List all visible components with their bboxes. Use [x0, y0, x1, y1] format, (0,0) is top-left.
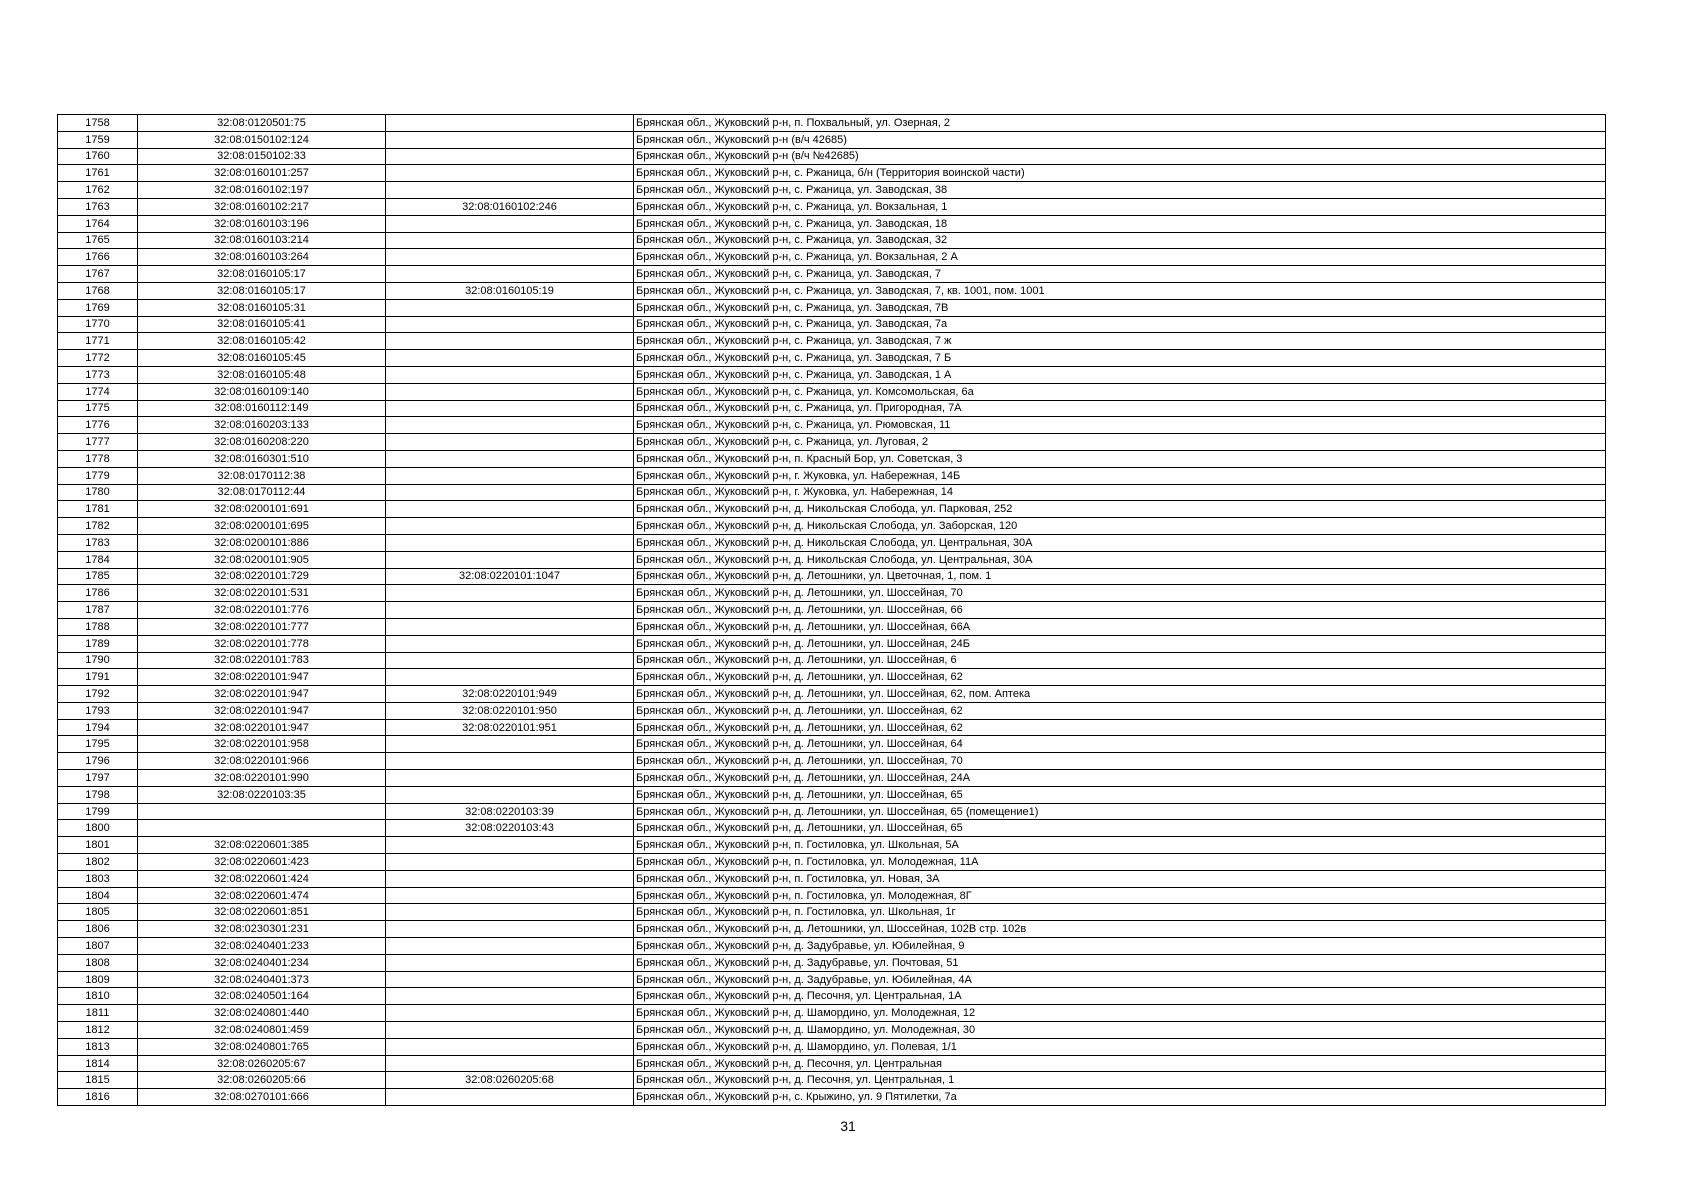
table-row: [58, 618, 1606, 635]
address-cell: Брянская обл., Жуковский р-н, с. Ржаница, ул. Заводская, 7 Б: [634, 350, 1606, 367]
building-cadastral-number-cell: [386, 434, 634, 451]
cadastral-number-cell: 32:08:0160105:41: [138, 316, 386, 333]
table-row: [58, 669, 1606, 686]
building-cadastral-number-cell: [386, 551, 634, 568]
address-cell: Брянская обл., Жуковский р-н, д. Летошники, ул. Шоссейная, 64: [634, 736, 1606, 753]
building-cadastral-number-cell: [386, 148, 634, 165]
table-row: [58, 383, 1606, 400]
address-cell: Брянская обл., Жуковский р-н, д. Шамордино, ул. Полевая, 1/1: [634, 1038, 1606, 1055]
table-row: [58, 534, 1606, 551]
row-number-cell: 1779: [58, 467, 138, 484]
cadastral-number-cell: 32:08:0170112:44: [138, 484, 386, 501]
row-number-cell: 1815: [58, 1072, 138, 1089]
cadastral-number-cell: 32:08:0200101:691: [138, 501, 386, 518]
cadastral-number-cell: 32:08:0220101:947: [138, 669, 386, 686]
table-row: [58, 400, 1606, 417]
table-row: [58, 786, 1606, 803]
row-number-cell: 1771: [58, 333, 138, 350]
row-number-cell: 1792: [58, 686, 138, 703]
building-cadastral-number-cell: [386, 182, 634, 199]
address-cell: Брянская обл., Жуковский р-н, д. Песочня, ул. Центральная, 1А: [634, 988, 1606, 1005]
building-cadastral-number-cell: [386, 753, 634, 770]
row-number-cell: 1780: [58, 484, 138, 501]
address-cell: Брянская обл., Жуковский р-н, д. Песочня, ул. Центральная: [634, 1055, 1606, 1072]
row-number-cell: 1772: [58, 350, 138, 367]
address-cell: Брянская обл., Жуковский р-н (в/ч №42685): [634, 148, 1606, 165]
table-row: [58, 753, 1606, 770]
row-number-cell: 1768: [58, 282, 138, 299]
row-number-cell: 1788: [58, 618, 138, 635]
table-row: [58, 215, 1606, 232]
cadastral-number-cell: 32:08:0200101:695: [138, 518, 386, 535]
building-cadastral-number-cell: [386, 232, 634, 249]
table-row: [58, 736, 1606, 753]
cadastral-number-cell: 32:08:0220103:35: [138, 786, 386, 803]
address-cell: Брянская обл., Жуковский р-н, с. Ржаница, ул. Заводская, 38: [634, 182, 1606, 199]
table-row: [58, 501, 1606, 518]
table-row: [58, 417, 1606, 434]
building-cadastral-number-cell: [386, 921, 634, 938]
row-number-cell: 1784: [58, 551, 138, 568]
row-number-cell: 1762: [58, 182, 138, 199]
cadastral-number-cell: 32:08:0220101:966: [138, 753, 386, 770]
table-row: [58, 282, 1606, 299]
table-row: [58, 484, 1606, 501]
building-cadastral-number-cell: [386, 904, 634, 921]
row-number-cell: 1796: [58, 753, 138, 770]
address-cell: Брянская обл., Жуковский р-н, д. Летошники, ул. Шоссейная, 62, пом. Аптека: [634, 686, 1606, 703]
address-cell: Брянская обл., Жуковский р-н, д. Никольская Слобода, ул. Заборская, 120: [634, 518, 1606, 535]
table-row: [58, 686, 1606, 703]
building-cadastral-number-cell: 32:08:0220101:951: [386, 719, 634, 736]
cadastral-number-cell: [138, 803, 386, 820]
building-cadastral-number-cell: [386, 618, 634, 635]
building-cadastral-number-cell: [386, 131, 634, 148]
cadastral-number-cell: 32:08:0160102:217: [138, 198, 386, 215]
cadastral-number-cell: 32:08:0160105:17: [138, 282, 386, 299]
table-row: [58, 350, 1606, 367]
table-row: [58, 165, 1606, 182]
table-row: [58, 182, 1606, 199]
building-cadastral-number-cell: 32:08:0160102:246: [386, 198, 634, 215]
table-row: [58, 148, 1606, 165]
building-cadastral-number-cell: [386, 417, 634, 434]
table-row: [58, 652, 1606, 669]
cadastral-number-cell: 32:08:0160103:214: [138, 232, 386, 249]
cadastral-number-cell: 32:08:0220101:947: [138, 702, 386, 719]
cadastral-number-cell: 32:08:0220101:729: [138, 568, 386, 585]
building-cadastral-number-cell: 32:08:0260205:68: [386, 1072, 634, 1089]
table-row: [58, 115, 1606, 132]
building-cadastral-number-cell: [386, 1089, 634, 1106]
building-cadastral-number-cell: [386, 501, 634, 518]
building-cadastral-number-cell: [386, 333, 634, 350]
address-cell: Брянская обл., Жуковский р-н, с. Ржаница, ул. Вокзальная, 1: [634, 198, 1606, 215]
row-number-cell: 1790: [58, 652, 138, 669]
building-cadastral-number-cell: [386, 854, 634, 871]
building-cadastral-number-cell: [386, 450, 634, 467]
building-cadastral-number-cell: [386, 585, 634, 602]
row-number-cell: 1791: [58, 669, 138, 686]
row-number-cell: 1793: [58, 702, 138, 719]
address-cell: Брянская обл., Жуковский р-н, д. Летошники, ул. Шоссейная, 62: [634, 669, 1606, 686]
cadastral-number-cell: 32:08:0160101:257: [138, 165, 386, 182]
building-cadastral-number-cell: [386, 837, 634, 854]
building-cadastral-number-cell: [386, 602, 634, 619]
cadastral-number-cell: 32:08:0220101:783: [138, 652, 386, 669]
address-cell: Брянская обл., Жуковский р-н, д. Никольская Слобода, ул. Парковая, 252: [634, 501, 1606, 518]
row-number-cell: 1770: [58, 316, 138, 333]
cadastral-number-cell: 32:08:0220101:777: [138, 618, 386, 635]
building-cadastral-number-cell: [386, 988, 634, 1005]
table-row: [58, 770, 1606, 787]
address-cell: Брянская обл., Жуковский р-н, с. Ржаница, ул. Рюмовская, 11: [634, 417, 1606, 434]
address-cell: Брянская обл., Жуковский р-н, с. Ржаница, б/н (Территория воинской части): [634, 165, 1606, 182]
building-cadastral-number-cell: [386, 350, 634, 367]
cadastral-number-cell: 32:08:0240401:233: [138, 938, 386, 955]
cadastral-number-cell: 32:08:0220101:947: [138, 719, 386, 736]
address-cell: Брянская обл., Жуковский р-н, с. Ржаница, ул. Заводская, 7: [634, 266, 1606, 283]
cadastral-number-cell: 32:08:0220601:424: [138, 870, 386, 887]
table-row: [58, 870, 1606, 887]
building-cadastral-number-cell: 32:08:0220103:39: [386, 803, 634, 820]
building-cadastral-number-cell: [386, 534, 634, 551]
row-number-cell: 1806: [58, 921, 138, 938]
cadastral-number-cell: 32:08:0220601:385: [138, 837, 386, 854]
row-number-cell: 1813: [58, 1038, 138, 1055]
building-cadastral-number-cell: [386, 467, 634, 484]
table-row: [58, 719, 1606, 736]
cadastral-number-cell: 32:08:0160103:264: [138, 249, 386, 266]
table-row: [58, 249, 1606, 266]
table-row: [58, 198, 1606, 215]
address-cell: Брянская обл., Жуковский р-н, д. Летошники, ул. Шоссейная, 70: [634, 753, 1606, 770]
address-cell: Брянская обл., Жуковский р-н, д. Задубравье, ул. Юбилейная, 9: [634, 938, 1606, 955]
address-cell: Брянская обл., Жуковский р-н, д. Никольская Слобода, ул. Центральная, 30А: [634, 551, 1606, 568]
cadastral-number-cell: 32:08:0240801:459: [138, 1022, 386, 1039]
table-row: [58, 904, 1606, 921]
row-number-cell: 1816: [58, 1089, 138, 1106]
address-cell: Брянская обл., Жуковский р-н, с. Ржаница, ул. Заводская, 7 ж: [634, 333, 1606, 350]
row-number-cell: 1783: [58, 534, 138, 551]
cadastral-number-cell: 32:08:0160105:45: [138, 350, 386, 367]
address-cell: Брянская обл., Жуковский р-н, п. Красный Бор, ул. Советская, 3: [634, 450, 1606, 467]
address-cell: Брянская обл., Жуковский р-н, с. Ржаница, ул. Заводская, 7В: [634, 299, 1606, 316]
cadastral-number-cell: 32:08:0120501:75: [138, 115, 386, 132]
address-cell: Брянская обл., Жуковский р-н, д. Шамордино, ул. Молодежная, 12: [634, 1005, 1606, 1022]
table-row: [58, 585, 1606, 602]
row-number-cell: 1810: [58, 988, 138, 1005]
address-cell: Брянская обл., Жуковский р-н, с. Ржаница, ул. Заводская, 7а: [634, 316, 1606, 333]
table-row: [58, 954, 1606, 971]
row-number-cell: 1767: [58, 266, 138, 283]
registry-table-body: [58, 115, 1606, 1106]
address-cell: Брянская обл., Жуковский р-н, г. Жуковка, ул. Набережная, 14Б: [634, 467, 1606, 484]
building-cadastral-number-cell: [386, 938, 634, 955]
address-cell: Брянская обл., Жуковский р-н, с. Ржаница, ул. Луговая, 2: [634, 434, 1606, 451]
building-cadastral-number-cell: [386, 1022, 634, 1039]
building-cadastral-number-cell: [386, 299, 634, 316]
cadastral-number-cell: 32:08:0160208:220: [138, 434, 386, 451]
building-cadastral-number-cell: [386, 954, 634, 971]
building-cadastral-number-cell: [386, 887, 634, 904]
address-cell: Брянская обл., Жуковский р-н, с. Ржаница, ул. Заводская, 32: [634, 232, 1606, 249]
cadastral-number-cell: 32:08:0150102:33: [138, 148, 386, 165]
row-number-cell: 1786: [58, 585, 138, 602]
address-cell: Брянская обл., Жуковский р-н, п. Гостиловка, ул. Школьная, 5А: [634, 837, 1606, 854]
table-row: [58, 921, 1606, 938]
row-number-cell: 1763: [58, 198, 138, 215]
row-number-cell: 1781: [58, 501, 138, 518]
cadastral-number-cell: 32:08:0160103:196: [138, 215, 386, 232]
row-number-cell: 1776: [58, 417, 138, 434]
address-cell: Брянская обл., Жуковский р-н, д. Летошники, ул. Шоссейная, 70: [634, 585, 1606, 602]
table-row: [58, 971, 1606, 988]
address-cell: Брянская обл., Жуковский р-н, д. Песочня, ул. Центральная, 1: [634, 1072, 1606, 1089]
cadastral-number-cell: 32:08:0160102:197: [138, 182, 386, 199]
building-cadastral-number-cell: [386, 266, 634, 283]
table-row: [58, 1038, 1606, 1055]
address-cell: Брянская обл., Жуковский р-н, д. Летошники, ул. Шоссейная, 65: [634, 820, 1606, 837]
building-cadastral-number-cell: [386, 316, 634, 333]
table-row: [58, 1072, 1606, 1089]
cadastral-number-cell: 32:08:0160109:140: [138, 383, 386, 400]
row-number-cell: 1799: [58, 803, 138, 820]
cadastral-number-cell: 32:08:0220101:990: [138, 770, 386, 787]
cadastral-number-cell: 32:08:0150102:124: [138, 131, 386, 148]
cadastral-number-cell: 32:08:0270101:666: [138, 1089, 386, 1106]
cadastral-number-cell: 32:08:0200101:905: [138, 551, 386, 568]
row-number-cell: 1812: [58, 1022, 138, 1039]
address-cell: Брянская обл., Жуковский р-н, с. Ржаница, ул. Вокзальная, 2 А: [634, 249, 1606, 266]
table-row: [58, 316, 1606, 333]
building-cadastral-number-cell: [386, 165, 634, 182]
table-row: [58, 635, 1606, 652]
address-cell: Брянская обл., Жуковский р-н (в/ч 42685): [634, 131, 1606, 148]
building-cadastral-number-cell: [386, 770, 634, 787]
cadastral-number-cell: 32:08:0220101:947: [138, 686, 386, 703]
row-number-cell: 1758: [58, 115, 138, 132]
row-number-cell: 1765: [58, 232, 138, 249]
building-cadastral-number-cell: 32:08:0220101:950: [386, 702, 634, 719]
cadastral-number-cell: 32:08:0160105:48: [138, 366, 386, 383]
address-cell: Брянская обл., Жуковский р-н, д. Никольская Слобода, ул. Центральная, 30А: [634, 534, 1606, 551]
row-number-cell: 1775: [58, 400, 138, 417]
cadastral-number-cell: 32:08:0160105:31: [138, 299, 386, 316]
row-number-cell: 1777: [58, 434, 138, 451]
building-cadastral-number-cell: [386, 115, 634, 132]
address-cell: Брянская обл., Жуковский р-н, с. Ржаница, ул. Заводская, 1 А: [634, 366, 1606, 383]
table-row: [58, 450, 1606, 467]
row-number-cell: 1803: [58, 870, 138, 887]
row-number-cell: 1774: [58, 383, 138, 400]
row-number-cell: 1787: [58, 602, 138, 619]
page-number: 31: [840, 1118, 856, 1134]
row-number-cell: 1808: [58, 954, 138, 971]
building-cadastral-number-cell: [386, 484, 634, 501]
row-number-cell: 1800: [58, 820, 138, 837]
cadastral-number-cell: 32:08:0260205:66: [138, 1072, 386, 1089]
address-cell: Брянская обл., Жуковский р-н, с. Крыжино, ул. 9 Пятилетки, 7а: [634, 1089, 1606, 1106]
row-number-cell: 1759: [58, 131, 138, 148]
address-cell: Брянская обл., Жуковский р-н, п. Гостиловка, ул. Молодежная, 8Г: [634, 887, 1606, 904]
row-number-cell: 1782: [58, 518, 138, 535]
row-number-cell: 1760: [58, 148, 138, 165]
table-row: [58, 366, 1606, 383]
cadastral-number-cell: 32:08:0160105:17: [138, 266, 386, 283]
cadastral-number-cell: 32:08:0220101:531: [138, 585, 386, 602]
table-row: [58, 266, 1606, 283]
address-cell: Брянская обл., Жуковский р-н, с. Ржаница, ул. Заводская, 7, кв. 1001, пом. 1001: [634, 282, 1606, 299]
cadastral-number-cell: 32:08:0220601:474: [138, 887, 386, 904]
table-row: [58, 820, 1606, 837]
cadastral-number-cell: 32:08:0160112:149: [138, 400, 386, 417]
address-cell: Брянская обл., Жуковский р-н, п. Гостиловка, ул. Новая, 3А: [634, 870, 1606, 887]
building-cadastral-number-cell: [386, 215, 634, 232]
table-row: [58, 232, 1606, 249]
building-cadastral-number-cell: [386, 870, 634, 887]
building-cadastral-number-cell: [386, 400, 634, 417]
row-number-cell: 1764: [58, 215, 138, 232]
address-cell: Брянская обл., Жуковский р-н, д. Задубравье, ул. Почтовая, 51: [634, 954, 1606, 971]
cadastral-number-cell: 32:08:0260205:67: [138, 1055, 386, 1072]
table-row: [58, 333, 1606, 350]
property-registry-table: [57, 114, 1606, 1106]
cadastral-number-cell: 32:08:0240401:373: [138, 971, 386, 988]
table-row: [58, 1055, 1606, 1072]
building-cadastral-number-cell: [386, 786, 634, 803]
row-number-cell: 1801: [58, 837, 138, 854]
address-cell: Брянская обл., Жуковский р-н, д. Летошники, ул. Шоссейная, 65: [634, 786, 1606, 803]
cadastral-number-cell: 32:08:0220601:423: [138, 854, 386, 871]
row-number-cell: 1814: [58, 1055, 138, 1072]
building-cadastral-number-cell: [386, 1005, 634, 1022]
building-cadastral-number-cell: [386, 635, 634, 652]
building-cadastral-number-cell: [386, 366, 634, 383]
table-row: [58, 467, 1606, 484]
cadastral-number-cell: [138, 820, 386, 837]
cadastral-number-cell: 32:08:0200101:886: [138, 534, 386, 551]
cadastral-number-cell: 32:08:0220601:851: [138, 904, 386, 921]
table-row: [58, 837, 1606, 854]
table-row: [58, 602, 1606, 619]
address-cell: Брянская обл., Жуковский р-н, п. Гостиловка, ул. Школьная, 1г: [634, 904, 1606, 921]
row-number-cell: 1766: [58, 249, 138, 266]
table-row: [58, 1005, 1606, 1022]
table-row: [58, 1022, 1606, 1039]
table-row: [58, 803, 1606, 820]
building-cadastral-number-cell: [386, 249, 634, 266]
cadastral-number-cell: 32:08:0240801:440: [138, 1005, 386, 1022]
table-row: [58, 568, 1606, 585]
table-row: [58, 988, 1606, 1005]
cadastral-number-cell: 32:08:0230301:231: [138, 921, 386, 938]
building-cadastral-number-cell: 32:08:0220101:1047: [386, 568, 634, 585]
row-number-cell: 1805: [58, 904, 138, 921]
address-cell: Брянская обл., Жуковский р-н, п. Гостиловка, ул. Молодежная, 11А: [634, 854, 1606, 871]
row-number-cell: 1802: [58, 854, 138, 871]
row-number-cell: 1798: [58, 786, 138, 803]
address-cell: Брянская обл., Жуковский р-н, д. Летошники, ул. Шоссейная, 102В стр. 102в: [634, 921, 1606, 938]
row-number-cell: 1807: [58, 938, 138, 955]
row-number-cell: 1778: [58, 450, 138, 467]
address-cell: Брянская обл., Жуковский р-н, д. Летошники, ул. Шоссейная, 62: [634, 719, 1606, 736]
address-cell: Брянская обл., Жуковский р-н, д. Задубравье, ул. Юбилейная, 4А: [634, 971, 1606, 988]
cadastral-number-cell: 32:08:0220101:776: [138, 602, 386, 619]
row-number-cell: 1773: [58, 366, 138, 383]
building-cadastral-number-cell: 32:08:0160105:19: [386, 282, 634, 299]
address-cell: Брянская обл., Жуковский р-н, г. Жуковка, ул. Набережная, 14: [634, 484, 1606, 501]
building-cadastral-number-cell: [386, 669, 634, 686]
building-cadastral-number-cell: [386, 736, 634, 753]
address-cell: Брянская обл., Жуковский р-н, д. Летошники, ул. Шоссейная, 24Б: [634, 635, 1606, 652]
table-row: [58, 702, 1606, 719]
address-cell: Брянская обл., Жуковский р-н, д. Летошники, ул. Шоссейная, 66А: [634, 618, 1606, 635]
row-number-cell: 1785: [58, 568, 138, 585]
address-cell: Брянская обл., Жуковский р-н, д. Летошники, ул. Шоссейная, 24А: [634, 770, 1606, 787]
table-row: [58, 887, 1606, 904]
cadastral-number-cell: 32:08:0160105:42: [138, 333, 386, 350]
cadastral-number-cell: 32:08:0170112:38: [138, 467, 386, 484]
row-number-cell: 1811: [58, 1005, 138, 1022]
row-number-cell: 1761: [58, 165, 138, 182]
building-cadastral-number-cell: [386, 1038, 634, 1055]
table-row: [58, 938, 1606, 955]
table-row: [58, 518, 1606, 535]
cadastral-number-cell: 32:08:0160203:133: [138, 417, 386, 434]
building-cadastral-number-cell: [386, 652, 634, 669]
row-number-cell: 1804: [58, 887, 138, 904]
building-cadastral-number-cell: 32:08:0220103:43: [386, 820, 634, 837]
building-cadastral-number-cell: 32:08:0220101:949: [386, 686, 634, 703]
table-row: [58, 299, 1606, 316]
row-number-cell: 1795: [58, 736, 138, 753]
table-row: [58, 434, 1606, 451]
cadastral-number-cell: 32:08:0240501:164: [138, 988, 386, 1005]
table-row: [58, 854, 1606, 871]
row-number-cell: 1769: [58, 299, 138, 316]
row-number-cell: 1809: [58, 971, 138, 988]
address-cell: Брянская обл., Жуковский р-н, д. Летошники, ул. Шоссейная, 6: [634, 652, 1606, 669]
address-cell: Брянская обл., Жуковский р-н, д. Летошники, ул. Шоссейная, 65 (помещение1): [634, 803, 1606, 820]
table-row: [58, 551, 1606, 568]
cadastral-number-cell: 32:08:0240801:765: [138, 1038, 386, 1055]
address-cell: Брянская обл., Жуковский р-н, п. Похвальный, ул. Озерная, 2: [634, 115, 1606, 132]
building-cadastral-number-cell: [386, 383, 634, 400]
address-cell: Брянская обл., Жуковский р-н, д. Летошники, ул. Шоссейная, 66: [634, 602, 1606, 619]
row-number-cell: 1789: [58, 635, 138, 652]
table-row: [58, 131, 1606, 148]
cadastral-number-cell: 32:08:0160301:510: [138, 450, 386, 467]
address-cell: Брянская обл., Жуковский р-н, д. Летошники, ул. Шоссейная, 62: [634, 702, 1606, 719]
address-cell: Брянская обл., Жуковский р-н, с. Ржаница, ул. Комсомольская, 6а: [634, 383, 1606, 400]
building-cadastral-number-cell: [386, 1055, 634, 1072]
address-cell: Брянская обл., Жуковский р-н, с. Ржаница, ул. Пригородная, 7А: [634, 400, 1606, 417]
row-number-cell: 1794: [58, 719, 138, 736]
address-cell: Брянская обл., Жуковский р-н, с. Ржаница, ул. Заводская, 18: [634, 215, 1606, 232]
cadastral-number-cell: 32:08:0220101:778: [138, 635, 386, 652]
cadastral-number-cell: 32:08:0220101:958: [138, 736, 386, 753]
row-number-cell: 1797: [58, 770, 138, 787]
address-cell: Брянская обл., Жуковский р-н, д. Летошники, ул. Цветочная, 1, пом. 1: [634, 568, 1606, 585]
building-cadastral-number-cell: [386, 518, 634, 535]
address-cell: Брянская обл., Жуковский р-н, д. Шамордино, ул. Молодежная, 30: [634, 1022, 1606, 1039]
building-cadastral-number-cell: [386, 971, 634, 988]
table-row: [58, 1089, 1606, 1106]
cadastral-number-cell: 32:08:0240401:234: [138, 954, 386, 971]
